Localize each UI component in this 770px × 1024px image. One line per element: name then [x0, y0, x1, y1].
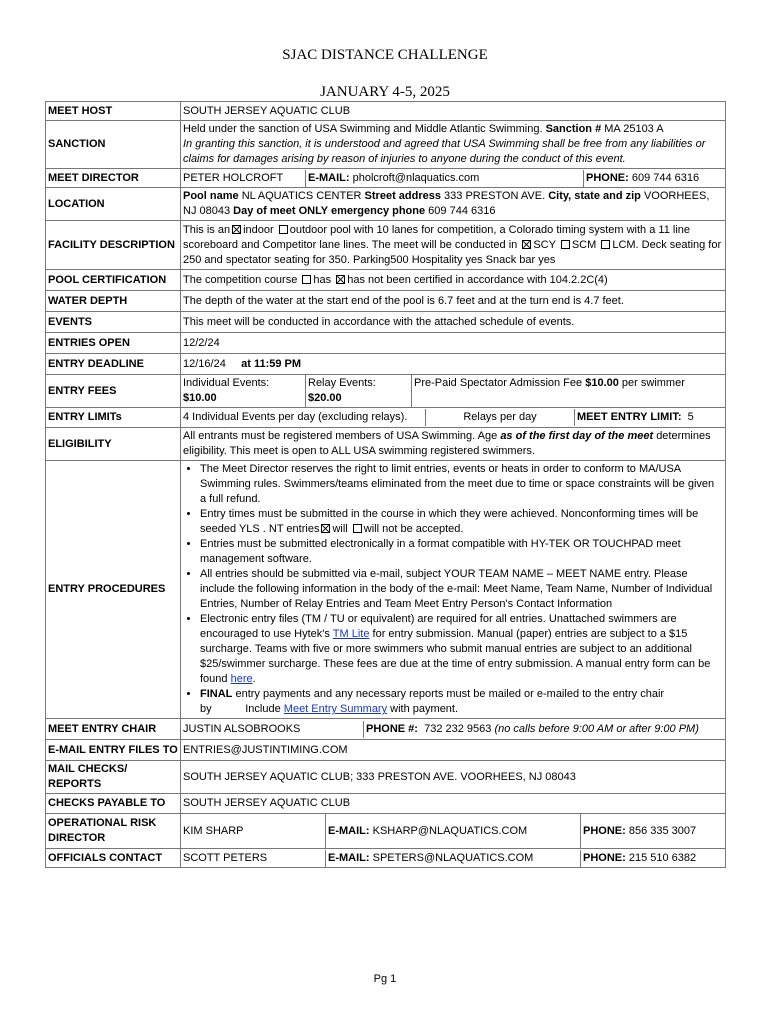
checks-payable-value: SOUTH JERSEY AQUATIC CLUB [181, 794, 726, 814]
fee-individual: Individual Events: $10.00 [183, 377, 270, 404]
facility-value: This is an indoor outdoor pool with 10 lanes for competition, a Colorado timing system with a 11 line scoreboard and Competitor lane lines. The meet will be conducted in SCY SCM LCM. Deck seating for 250 and spectator seating for 350. Parking500 Hospitality yes Snack bar yes [181, 221, 726, 270]
outdoor-checkbox [279, 225, 288, 234]
fee-relay: Relay Events: $20.00 [305, 375, 411, 407]
officials-phone: PHONE: 215 510 6382 [580, 850, 725, 867]
fee-spectator: Pre-Paid Spectator Admission Fee $10.00 per swimmer [411, 375, 725, 407]
row-entries-open [46, 333, 726, 354]
label-entry-limits: ENTRY LIMITs [46, 408, 181, 428]
scy-checkbox-checked [522, 240, 531, 249]
entries-open-value: 12/2/24 [181, 333, 726, 354]
label-events: EVENTS [46, 312, 181, 333]
indoor-checkbox-checked [232, 225, 241, 234]
procedure-item: • Entries must be submitted electronically in a format compatible with HY-TEK OR TOUCHPAD meet management software. [200, 537, 723, 567]
director-phone: PHONE: 609 744 6316 [583, 170, 725, 187]
director-email: E-MAIL: pholcroft@nlaquatics.com [305, 170, 583, 187]
nt-will-not-checkbox [353, 524, 362, 533]
label-facility: FACILITY DESCRIPTION [46, 221, 181, 270]
row-meet-director [46, 169, 726, 188]
sanction-num-label: Sanction # [545, 123, 602, 135]
row-entry-deadline [46, 354, 726, 375]
label-entries-open: ENTRIES OPEN [46, 333, 181, 354]
label-officials: OFFICIALS CONTACT [46, 849, 181, 868]
row-location [46, 188, 726, 221]
procedure-item: • The Meet Director reserves the right to limit entries, events or heats in order to conform to MA/USA Swimming rules. Swimmers/teams eliminated from the meet due to time or space constraints will be given a full refund. [200, 462, 723, 507]
has-checkbox [302, 275, 311, 284]
label-ops-risk: OPERATIONAL RISK DIRECTOR [46, 814, 181, 849]
label-entry-deadline: ENTRY DEADLINE [46, 354, 181, 375]
row-checks-payable [46, 794, 726, 814]
row-entry-limits [46, 408, 726, 428]
entry-chair-phone: PHONE #: 732 232 9563 (no calls before 9:00 AM or after 9:00 PM) [363, 721, 725, 738]
label-location: LOCATION [46, 188, 181, 221]
limit-individual: 4 Individual Events per day (excluding relays). [183, 411, 408, 423]
row-email-files [46, 740, 726, 761]
meet-entry-summary-link[interactable]: Meet Entry Summary [283, 703, 388, 715]
pool-cert-value: The competition course has has not been certified in accordance with 104.2.2C(4) [181, 270, 726, 291]
eligibility-value: All entrants must be registered members of USA Swimming. Age as of the first day of the meet determines eligibility. This meet is open to ALL USA swimming registered swimmers. [181, 428, 726, 461]
row-entry-procedures [46, 461, 726, 719]
row-pool-cert [46, 270, 726, 291]
officials-name: SCOTT PETERS [183, 851, 268, 864]
label-sanction: SANCTION [46, 121, 181, 169]
document-title: SJAC DISTANCE CHALLENGE [282, 47, 488, 63]
has-not-checkbox-checked [336, 275, 345, 284]
limit-relays: Relays per day [425, 409, 574, 426]
ops-risk-email: E-MAIL: KSHARP@NLAQUATICS.COM [325, 814, 580, 848]
water-depth-value: The depth of the water at the start end of the pool is 6.7 feet and at the turn end is 4.7 feet. [181, 291, 726, 312]
mail-checks-value: SOUTH JERSEY AQUATIC CLUB; 333 PRESTON AVE. VOORHEES, NJ 08043 [181, 761, 726, 794]
row-mail-checks [46, 761, 726, 794]
sanction-line: Held under the sanction of USA Swimming and Middle Atlantic Swimming. [183, 123, 543, 135]
nt-will-checkbox-checked [321, 524, 330, 533]
entry-deadline-value: 12/16/24 at 11:59 PM [181, 354, 726, 375]
procedure-item: • All entries should be submitted via e-mail, subject YOUR TEAM NAME – MEET NAME entry. Please include the following information in the body of the e-mail: Meet Name, Team Name, Number of Individual Entries, Number of Relay Entries and Team Meet Entry Person's Contact Information [200, 567, 723, 612]
procedure-item: • Electronic entry files (TM / TU or equivalent) are required for all entries. Unattached swimmers are encouraged to use Hytek's TM Lite for entry submission. Manual (paper) entries are subject to a $15 surcharge. Teams with five or more swimmers who submit manual entries are subject to an additional $25/swimmer surcharge. These fees are due at the time of entry submission. A manual entry form can be found here. [200, 612, 723, 687]
row-water-depth [46, 291, 726, 312]
row-events [46, 312, 726, 333]
label-eligibility: ELIGIBILITY [46, 428, 181, 461]
row-entry-chair [46, 719, 726, 740]
scm-checkbox [561, 240, 570, 249]
label-meet-host: MEET HOST [46, 102, 181, 121]
label-checks-payable: CHECKS PAYABLE TO [46, 794, 181, 814]
sanction-disclaimer: In granting this sanction, it is understood and agreed that USA Swimming shall be free from any liabilities or claims for damages arising by reason of injuries to anyone during the conduct of this event. [183, 138, 706, 165]
label-water-depth: WATER DEPTH [46, 291, 181, 312]
row-sanction [46, 121, 726, 169]
meet-info-table [45, 101, 726, 868]
ops-risk-name: KIM SHARP [183, 824, 244, 837]
row-ops-risk [46, 814, 726, 849]
label-entry-procedures: ENTRY PROCEDURES [46, 461, 181, 719]
label-mail-checks: MAIL CHECKS/ REPORTS [46, 761, 181, 794]
row-eligibility [46, 428, 726, 461]
entry-procedures-list [181, 461, 726, 719]
tm-lite-link[interactable]: TM Lite [332, 628, 370, 640]
lcm-checkbox [601, 240, 610, 249]
events-value: This meet will be conducted in accordance with the attached schedule of events. [181, 312, 726, 333]
director-name: PETER HOLCROFT [183, 171, 284, 184]
row-facility [46, 221, 726, 270]
row-officials [46, 849, 726, 868]
sanction-value [181, 121, 726, 169]
row-meet-host [46, 102, 726, 121]
row-entry-fees [46, 375, 726, 408]
label-email-files: E-MAIL ENTRY FILES TO [46, 740, 181, 761]
label-meet-director: MEET DIRECTOR [46, 169, 181, 188]
ops-risk-phone: PHONE: 856 335 3007 [580, 814, 725, 848]
meet-host-value: SOUTH JERSEY AQUATIC CLUB [181, 102, 726, 121]
sanction-number: MA 25103 A [604, 123, 664, 135]
email-files-value: ENTRIES@JUSTINTIMING.COM [181, 740, 726, 761]
label-entry-chair: MEET ENTRY CHAIR [46, 719, 181, 740]
officials-email: E-MAIL: SPETERS@NLAQUATICS.COM [325, 850, 580, 867]
limit-meet: MEET ENTRY LIMIT: 5 [574, 409, 725, 426]
label-pool-cert: POOL CERTIFICATION [46, 270, 181, 291]
meet-dates: JANUARY 4-5, 2025 [320, 84, 450, 100]
entry-chair-name: JUSTIN ALSOBROOKS [183, 722, 301, 735]
label-entry-fees: ENTRY FEES [46, 375, 181, 408]
manual-form-link[interactable]: here [230, 673, 253, 685]
location-value: Pool name NL AQUATICS CENTER Street address 333 PRESTON AVE. City, state and zip VOORHEES, NJ 08043 Day of meet ONLY emergency phone 609 744 6316 [181, 188, 726, 221]
page-number: Pg 1 [373, 973, 397, 985]
procedure-item: • FINAL entry payments and any necessary reports must be mailed or e-mailed to the entry chair by Include Meet Entry Summary with payment. [200, 687, 723, 717]
procedure-item: • Entry times must be submitted in the course in which they were achieved. Nonconforming times will be seeded YLS . NT entries will will not be accepted. [200, 507, 723, 537]
